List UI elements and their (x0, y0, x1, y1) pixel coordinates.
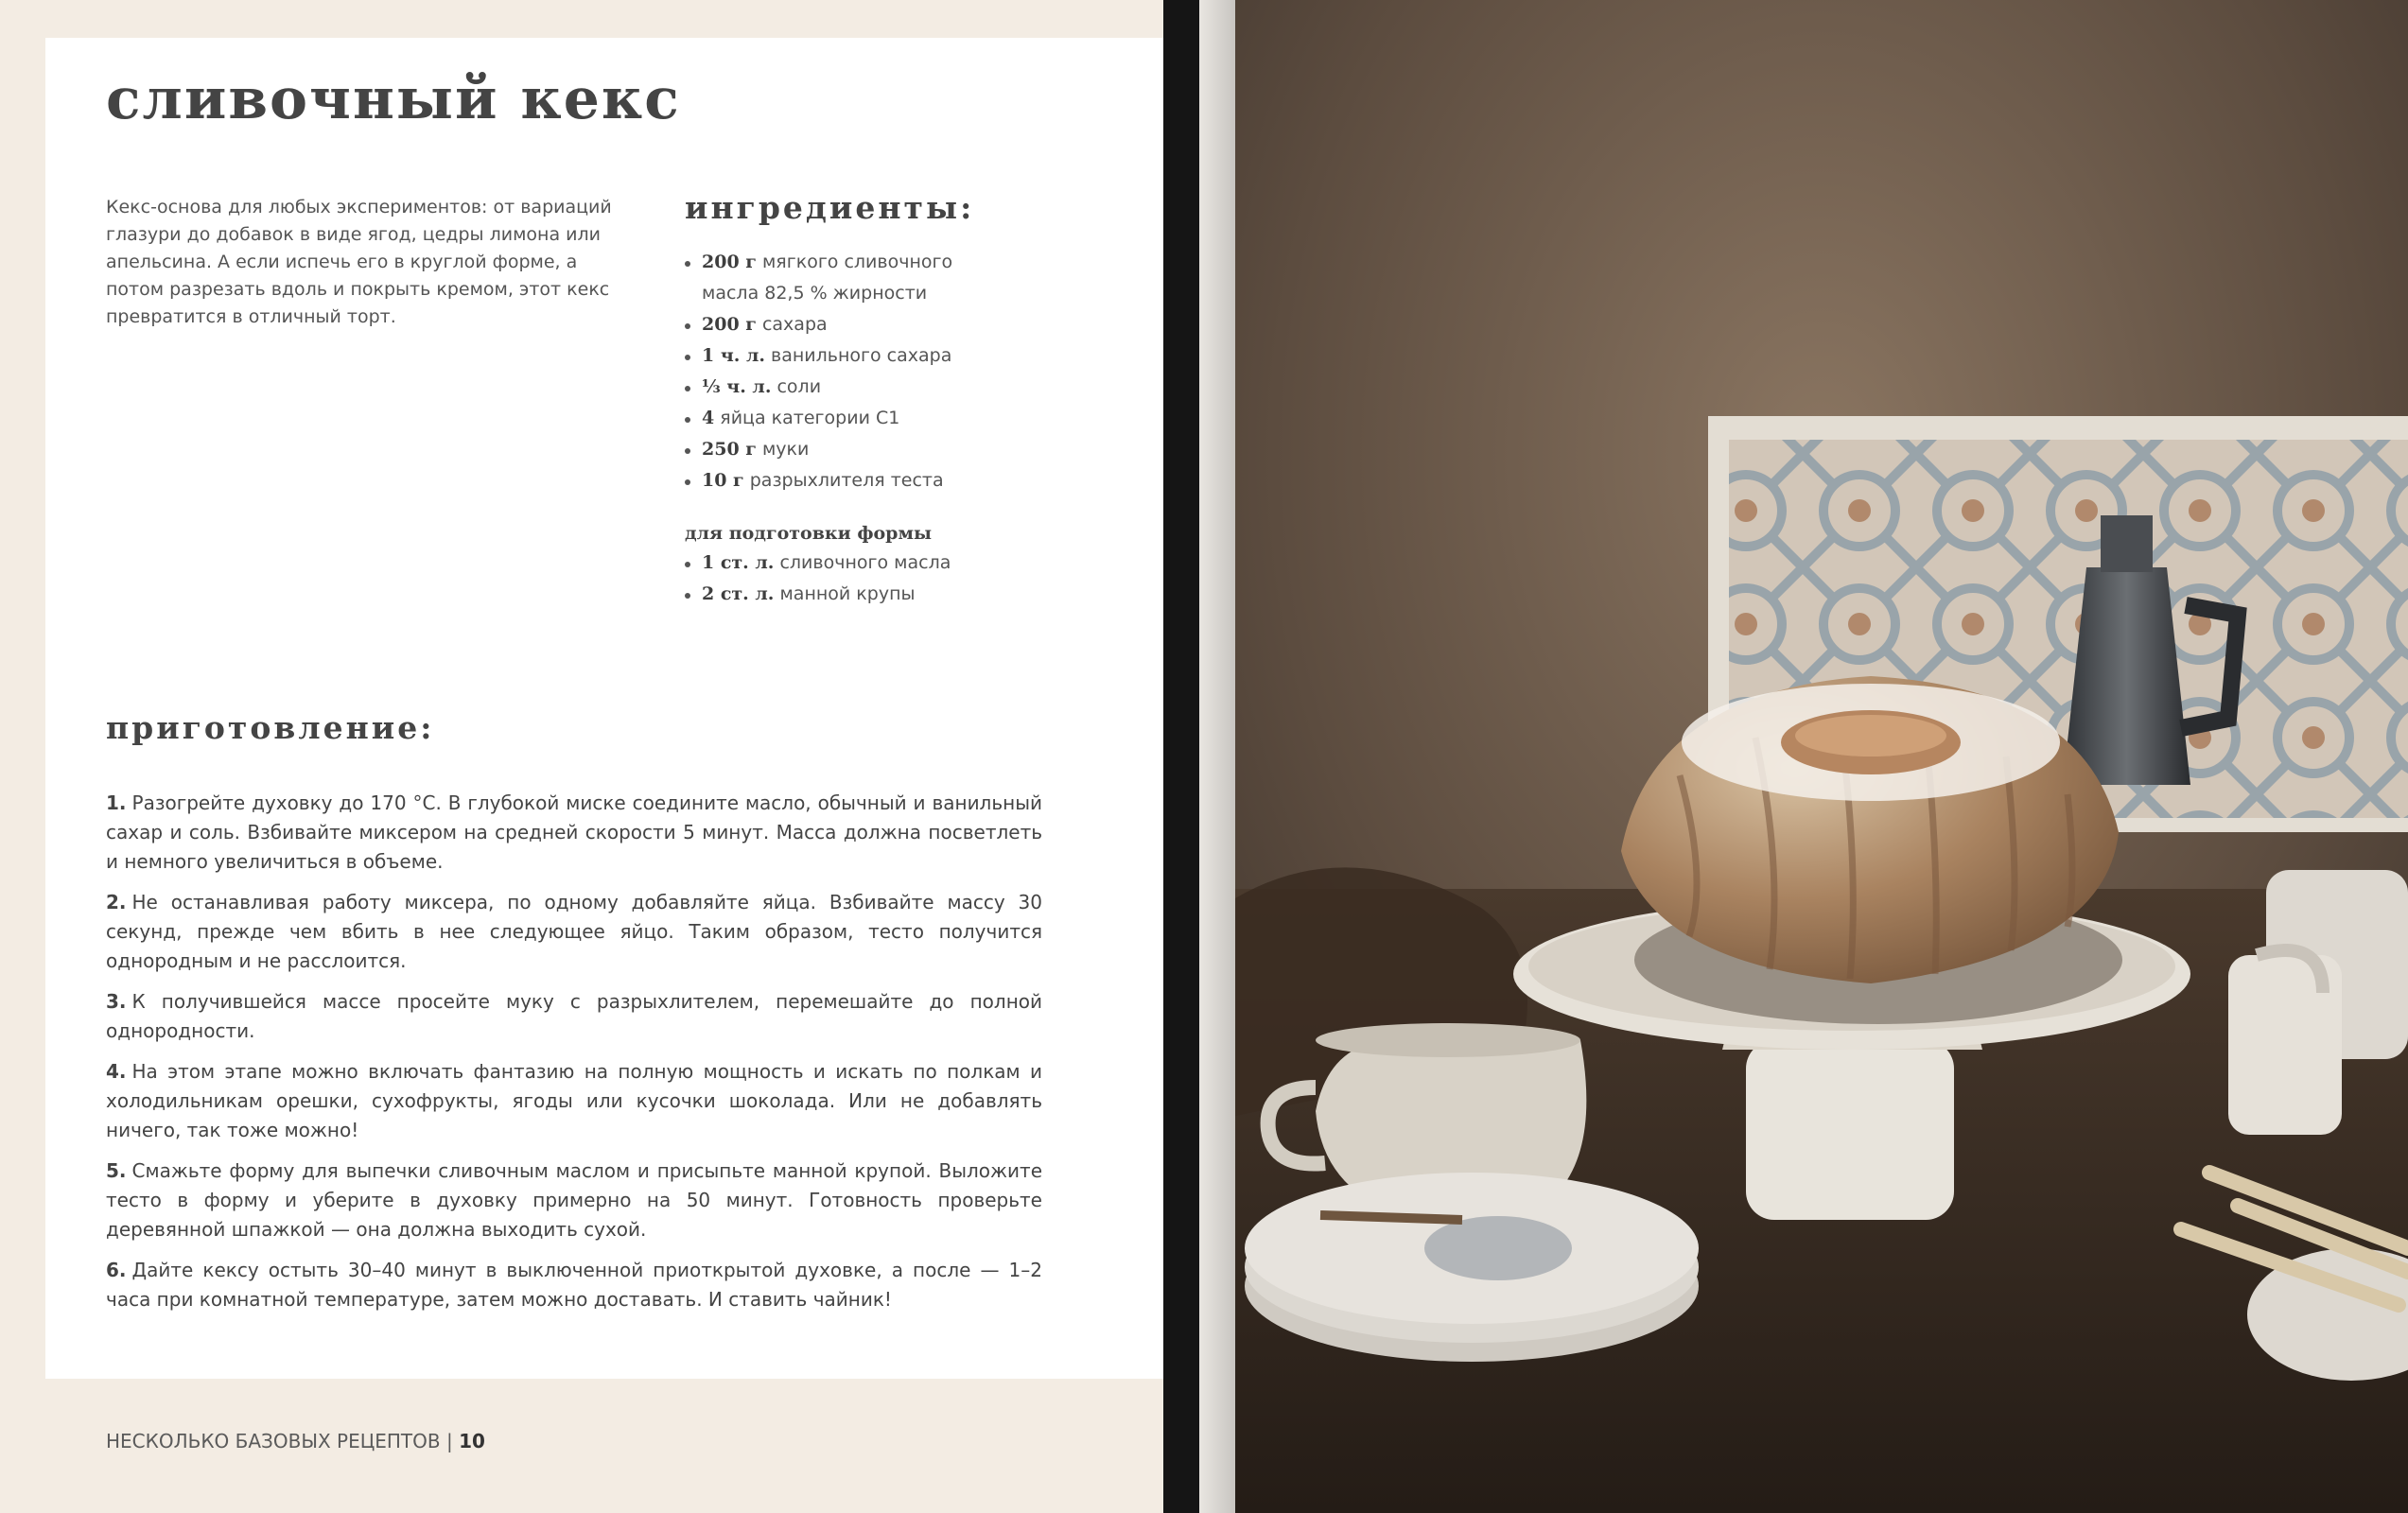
step-item (106, 1057, 1042, 1145)
ingredient-qty: 10 г (702, 470, 744, 491)
step-item (106, 1256, 1042, 1314)
step-number: 6. (106, 1259, 127, 1281)
page-number: 10 (459, 1430, 485, 1452)
ingredients-block (685, 189, 1101, 610)
ingredient-text: мягкого сливочного (761, 252, 953, 272)
ingredient-text-cont: масла 82,5 % жирности (702, 283, 928, 304)
page-footer (106, 1430, 485, 1452)
step-text: Не останавливая работу миксера, по одному добавляйте яйца. Взбивайте массу 30 секунд, прежде чем вбить в нее следующее яйцо. Таким образом, тесто получится однородным и не расслоится. (106, 891, 1042, 972)
step-text: На этом этапе можно включать фантазию на полную мощность и искать по полкам и холодильникам орешки, сухофрукты, ягоды или кусочки шоколада. Или не добавлять ничего, так тоже можно! (106, 1060, 1042, 1141)
ingredients-heading: ингредиенты: (685, 189, 975, 226)
ingredient-item (685, 548, 1101, 579)
ingredient-item (685, 579, 1101, 610)
page-edge (1199, 0, 1235, 1513)
step-text: Смажьте форму для выпечки сливочным маслом и присыпьте манной крупой. Выложите тесто в форму и уберите в духовку примерно на 50 минут. Готовность проверьте деревянной шпажкой — она должна выходить сухой. (106, 1159, 1042, 1241)
ingredient-item (685, 403, 1101, 434)
ingredient-item (685, 340, 1101, 372)
step-number: 5. (106, 1159, 127, 1182)
steps-list (106, 789, 1042, 1326)
step-text: Разогрейте духовку до 170 °С. В глубокой миске соедините масло, обычный и ванильный сахар и соль. Взбивайте миксером на средней скорости 5 минут. Масса должна посветлеть и немного увеличиться в объеме. (106, 791, 1042, 873)
ingredient-text: яйца категории С1 (720, 408, 900, 428)
preparation-heading: приготовление: (106, 709, 435, 746)
ingredient-qty: 1 ч. л. (702, 345, 765, 366)
ingredient-text: манной крупы (779, 583, 916, 604)
ingredient-qty: 1 ст. л. (702, 552, 775, 573)
ingredient-text: ванильного сахара (771, 345, 952, 366)
ingredient-text: сливочного масла (779, 552, 951, 573)
step-item (106, 987, 1042, 1046)
ingredient-text: сахара (761, 314, 828, 335)
form-prep-heading: для подготовки формы (685, 523, 932, 544)
step-item (106, 888, 1042, 976)
ingredient-qty: 250 г (702, 439, 757, 460)
step-number: 2. (106, 891, 127, 913)
step-number: 3. (106, 990, 127, 1013)
recipe-intro: Кекс-основа для любых экспериментов: от вариаций глазури до добавок в виде ягод, цедры лимона или апельсина. А если испечь его в круглой форме, а потом разрезать вдоль и покрыть кремом, этот кекс превратится в отличный торт. (106, 197, 612, 327)
ingredient-item (685, 372, 1101, 403)
ingredient-qty: ⅓ ч. л. (702, 376, 772, 397)
ingredient-qty: 2 ст. л. (702, 583, 775, 604)
ingredient-item (685, 247, 1101, 309)
book-gutter (1163, 0, 1199, 1513)
form-ingredients-list (685, 548, 1101, 610)
ingredient-item (685, 434, 1101, 465)
step-item (106, 789, 1042, 877)
cake-photo (1235, 0, 2408, 1513)
step-number: 1. (106, 791, 127, 814)
ingredient-qty: 200 г (702, 314, 757, 335)
step-item (106, 1156, 1042, 1244)
step-number: 4. (106, 1060, 127, 1083)
ingredient-qty: 4 (702, 408, 715, 428)
recipe-title: сливочный кекс (106, 66, 681, 132)
ingredient-item (685, 309, 1101, 340)
step-text: Дайте кексу остыть 30–40 минут в выключенной приоткрытой духовке, а после — 1–2 часа при комнатной температуре, затем можно доставать. И ставить чайник! (106, 1259, 1042, 1311)
footer-section-title: НЕСКОЛЬКО БАЗОВЫХ РЕЦЕПТОВ | (106, 1430, 460, 1452)
ingredient-text: соли (776, 376, 822, 397)
ingredient-item (685, 465, 1101, 496)
ingredient-text: разрыхлителя теста (749, 470, 944, 491)
ingredients-list (685, 247, 1101, 496)
ingredient-text: муки (761, 439, 810, 460)
step-text: К получившейся массе просейте муку с разрыхлителем, перемешайте до полной однородности. (106, 990, 1042, 1042)
ingredient-qty: 200 г (702, 252, 757, 272)
